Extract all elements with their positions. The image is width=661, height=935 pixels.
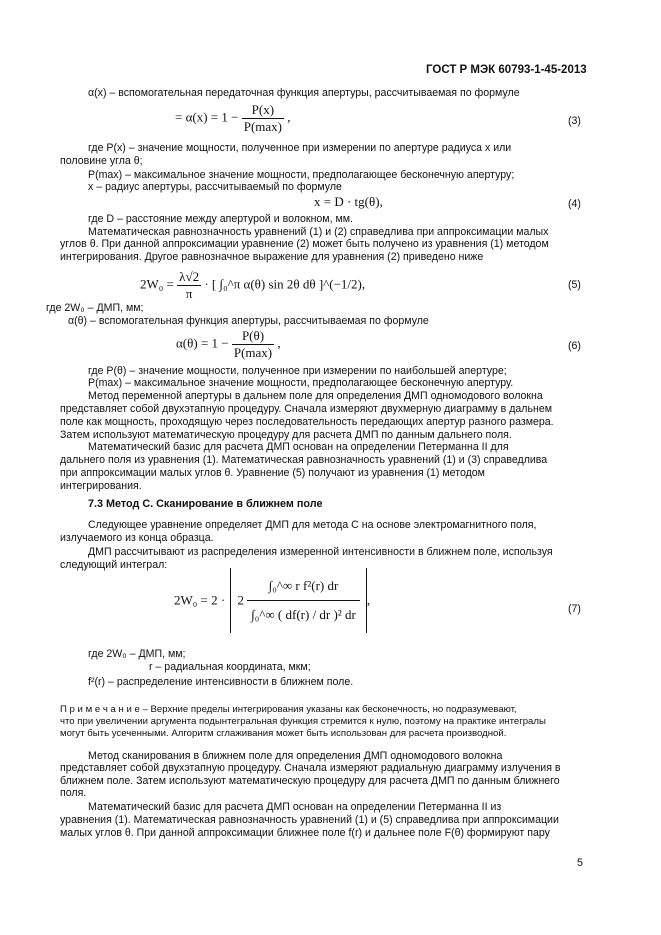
equation-5-fraction	[177, 269, 201, 302]
text-line: α(θ) – вспомогательная функция апертуры, рассчитываемая по формуле	[68, 315, 429, 327]
text-line: уравнения (1). Математическая равнозначность уравнений (1) и (5) справедлива при аппроксимации	[60, 814, 559, 826]
equation-6-numerator: P(θ)	[232, 328, 274, 345]
equation-5-body: · [ ∫₀^π α(θ) sin 2θ dθ ]^(−1/2)	[204, 276, 362, 292]
equation-3-number: (3)	[568, 115, 581, 127]
equation-4-expression: x = D · tg(θ)	[314, 194, 380, 209]
text-line: интегрирования. Другое равнозначное выражение для уравнения (2) приведено ниже	[60, 251, 484, 263]
equation-6-tail: ,	[277, 335, 281, 351]
text-line: поля.	[60, 787, 87, 799]
text-line: ближнем поле. Затем используют математическую процедуру для расчета ДМП по данным ближнего	[60, 775, 560, 787]
text-line: Метод переменной апертуры в дальнем поле для определения ДМП одномодового волокна	[88, 390, 543, 402]
equation-7-bracket: 2 $\frac{\text{∫₀\textasciicircum{}∞ r f²(r) dr}}{\text{∫₀\textasciicircum{}∞ ( df(r) / dr )² dr}}$	[230, 568, 366, 633]
text-line: дальнего поля из уравнения (1). Математическая равнозначность уравнений (1) и (3) справедлива	[60, 454, 548, 466]
text-line: ДМП рассчитывают из распределения измеренной интенсивности в ближнем поле, используя	[88, 546, 553, 558]
equation-4	[314, 194, 383, 210]
text-line: α(x) – вспомогательная передаточная функция апертуры, рассчитываемая по формуле	[88, 87, 520, 99]
text-line: при аппроксимации малых углов θ. Уравнение (5) получают из уравнения (1) методом	[60, 467, 485, 479]
equation-5-denominator: π	[185, 286, 193, 301]
page-number: 5	[577, 857, 583, 869]
text-line: интегрирования.	[60, 480, 142, 492]
note-line: что при увеличении аргумента подынтегральная функция стремится к нулю, поэтому на практике интегралы	[60, 716, 546, 727]
text-line: половине угла θ;	[60, 155, 143, 167]
text-line: где P(x) – значение мощности, полученное при измерении по апертуре радиуса x или	[88, 142, 512, 154]
text-line: P(max) – максимальное значение мощности, предполагающее бесконечную апертуру;	[88, 169, 515, 181]
equation-7-lhs: 2W₀ = 2 ·	[174, 592, 226, 608]
note-line: могут быть усеченными. Алгоритм сглаживания может быть использован для расчета производной.	[60, 728, 507, 739]
equation-4-number: (4)	[568, 198, 581, 210]
text-line: Затем используют математическую процедуру для расчета ДМП по данным дальнего поля.	[60, 429, 512, 441]
text-line: поле как мощность, проходящую через последовательность передающих апертур разного размера.	[60, 416, 554, 428]
equation-7-denominator: ∫₀^∞ ( df(r) / dr )² dr	[251, 607, 356, 622]
text-line: Следующее уравнение определяет ДМП для метода С на основе электромагнитного поля,	[88, 519, 537, 531]
equation-3-tail: ,	[287, 109, 291, 125]
text-line: излучаемого из конца образца.	[60, 532, 214, 544]
text-line: Математическая равнозначность уравнений (1) и (2) справедлива при аппроксимации малых	[88, 226, 549, 238]
equation-6-number: (6)	[568, 340, 581, 352]
text-line: малых углов θ. При данной аппроксимации ближнее поле f(r) и дальнее поле F(θ) формируют пару	[60, 827, 550, 839]
equation-7	[174, 568, 370, 633]
equation-7-fraction	[247, 574, 360, 627]
text-line: углов θ. При данной аппроксимации уравнение (2) может быть получено из уравнения (1) методом	[60, 238, 549, 250]
equation-7-tail: ,	[366, 592, 371, 608]
text-line: где P(θ) – значение мощности, полученное при измерении по наибольшей апертуре;	[88, 365, 507, 377]
text-line: Математический базис для расчета ДМП основан на определении Петерманна II для	[88, 441, 509, 453]
text-line: f²(r) – распределение интенсивности в ближнем поле.	[88, 676, 354, 688]
equation-3-denominator: P(max)	[243, 119, 282, 134]
text-line: где D – расстояние между апертурой и волокном, мм.	[88, 213, 353, 225]
equation-5-lhs: 2W₀ =	[140, 276, 174, 292]
equation-7-number: (7)	[568, 603, 581, 615]
text-line: где 2W₀ – ДМП, мм;	[46, 302, 144, 314]
equation-3	[175, 102, 291, 135]
text-line: Метод сканирования в ближнем поле для определения ДМП одномодового волокна	[88, 750, 503, 762]
text-line: Математический базис для расчета ДМП основан на определении Петерманна II из	[88, 801, 502, 813]
equation-6-denominator: P(max)	[233, 345, 273, 360]
section-heading: 7.3 Метод С. Сканирование в ближнем поле	[88, 498, 323, 510]
equation-5-numerator: λ√2	[179, 269, 200, 284]
equation-6	[176, 328, 281, 361]
equation-3-fraction	[242, 102, 284, 135]
text-line: представляет собой двухэтапную процедуру. Сначала измеряют двухмерную диаграмму в дальнем	[60, 403, 553, 415]
text-line: r – радиальная координата, мкм;	[149, 661, 311, 673]
equation-5-tail: ,	[361, 276, 366, 292]
equation-5-number: (5)	[568, 279, 581, 291]
text-line: представляет собой двухэтапную процедуру. Сначала измеряют радиальную диаграмму излучения в	[60, 762, 561, 774]
text-line: P(max) – максимальное значение мощности, предполагающее бесконечную апертуру.	[88, 377, 514, 389]
equation-6-fraction	[232, 328, 274, 361]
document-header: ГОСТ Р МЭК 60793-1-45-2013	[426, 64, 587, 76]
equation-3-numerator: P(x)	[242, 102, 284, 119]
note-line: П р и м е ч а н и е – Верхние пределы интегрирования указаны как бесконечность, но подразумевают,	[60, 704, 517, 715]
equation-6-lhs: α(θ) = 1 −	[176, 335, 229, 351]
text-line: следующий интеграл:	[60, 559, 168, 571]
text-line: x – радиус апертуры, рассчитываемый по формуле	[88, 181, 342, 193]
equation-7-numerator: ∫₀^∞ r f²(r) dr	[247, 574, 360, 601]
equation-4-tail: ,	[379, 194, 383, 209]
equation-5	[140, 269, 365, 302]
equation-3-lhs: = α(x) = 1 −	[175, 109, 239, 125]
text-line: где 2W₀ – ДМП, мм;	[88, 648, 186, 660]
